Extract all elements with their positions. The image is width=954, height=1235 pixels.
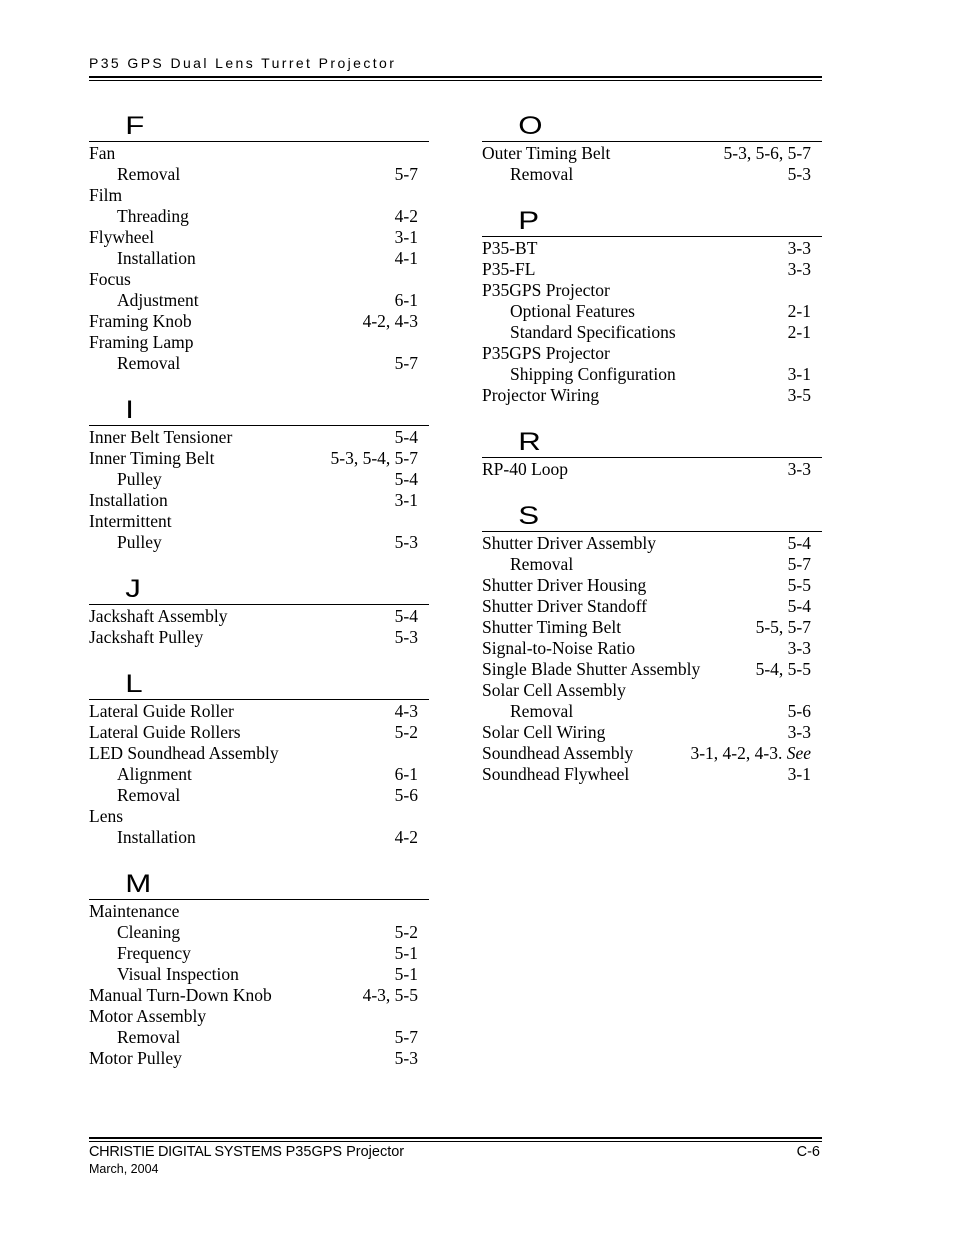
page-refs: 5-6 — [787, 701, 811, 721]
index-subentry — [89, 532, 429, 553]
footer-product: P35GPS Projector — [285, 1144, 405, 1160]
index-entry — [482, 459, 822, 480]
index-term: Pulley — [117, 532, 162, 552]
index-pages — [395, 964, 418, 985]
page-refs: 2-1 — [787, 322, 811, 342]
index-entry — [482, 764, 822, 785]
index-pages — [788, 701, 811, 722]
index-pages — [788, 322, 811, 343]
index-entry — [89, 269, 429, 290]
index-term: Outer Timing Belt — [482, 143, 611, 163]
page-number: C-6 — [796, 1144, 820, 1160]
index-subentry — [89, 764, 429, 785]
index-subentry — [89, 353, 429, 374]
page-refs: 5-3, 5-6, 5-7 — [723, 143, 811, 163]
section-letter: O — [518, 112, 543, 140]
footer-company: CHRISTIE DIGITAL SYSTEMS — [89, 1144, 282, 1160]
index-pages — [395, 922, 418, 943]
index-term: Optional Features — [510, 301, 635, 321]
index-term: Framing Knob — [89, 311, 192, 331]
index-term: LED Soundhead Assembly — [89, 743, 279, 763]
index-entry — [482, 343, 822, 364]
index-term: Standard Specifications — [510, 322, 676, 342]
index-pages — [788, 533, 811, 554]
index-entry — [89, 332, 429, 353]
index-pages — [788, 596, 811, 617]
index-entry — [89, 722, 429, 743]
page-refs: 5-4 — [394, 606, 418, 626]
index-term: Focus — [89, 269, 131, 289]
page-refs: 5-2 — [394, 922, 418, 942]
page-refs: 5-4 — [787, 596, 811, 616]
index-entry — [89, 185, 429, 206]
section-letter: P — [518, 207, 540, 235]
page-refs: 5-4 — [394, 427, 418, 447]
index-term: Cleaning — [117, 922, 181, 942]
page-refs: 3-1 — [787, 364, 811, 384]
index-term: Inner Belt Tensioner — [89, 427, 233, 447]
page-refs: 5-7 — [787, 554, 811, 574]
page-refs: 5-5 — [787, 575, 811, 595]
index-pages — [788, 764, 811, 785]
index-pages — [788, 575, 811, 596]
index-term: Removal — [510, 701, 574, 721]
index-term: Installation — [117, 827, 196, 847]
index-term: Jackshaft Pulley — [89, 627, 204, 647]
index-term: Removal — [510, 554, 574, 574]
index-pages — [395, 1048, 418, 1069]
section-letter: F — [125, 112, 145, 140]
index-term: Solar Cell Assembly — [482, 680, 626, 700]
section-letter: M — [125, 870, 152, 898]
index-term: Soundhead Flywheel — [482, 764, 630, 784]
index-entry — [482, 575, 822, 596]
index-term: Flywheel — [89, 227, 155, 247]
index-term: Jackshaft Assembly — [89, 606, 228, 626]
index-section — [89, 670, 429, 848]
index-term: Manual Turn-Down Knob — [89, 985, 272, 1005]
index-column-left — [89, 112, 429, 1091]
index-term: Framing Lamp — [89, 332, 194, 352]
page-refs: 5-3 — [394, 627, 418, 647]
page-refs: 2-1 — [787, 301, 811, 321]
index-term: Alignment — [117, 764, 192, 784]
page-refs: 3-3 — [787, 722, 811, 742]
index-term: Installation — [89, 490, 168, 510]
index-entry — [482, 280, 822, 301]
index-term: Removal — [117, 353, 181, 373]
index-entry — [89, 227, 429, 248]
page-refs: 4-2 — [394, 206, 418, 226]
index-subentry — [89, 469, 429, 490]
index-subentry — [89, 922, 429, 943]
index-subentry — [89, 248, 429, 269]
index-pages — [788, 722, 811, 743]
index-pages — [395, 532, 418, 553]
page-refs: 3-1 — [787, 764, 811, 784]
index-term: P35GPS Projector — [482, 343, 610, 363]
page-refs: 5-3 — [394, 1048, 418, 1068]
page-refs: 5-4, 5-5 — [755, 659, 811, 679]
section-letter: L — [125, 670, 143, 698]
index-entry — [89, 606, 429, 627]
index-section — [89, 396, 429, 553]
index-section — [482, 112, 822, 185]
page-refs: 3-3 — [787, 459, 811, 479]
footer-title — [89, 1144, 404, 1160]
index-pages — [395, 227, 418, 248]
page-refs: 5-1 — [394, 964, 418, 984]
index-subentry — [89, 164, 429, 185]
index-pages — [395, 627, 418, 648]
index-pages — [395, 785, 418, 806]
index-pages — [395, 606, 418, 627]
index-entry — [89, 511, 429, 532]
page-refs: 3-5 — [787, 385, 811, 405]
index-entry — [482, 659, 822, 680]
header-rule-thin — [89, 80, 822, 81]
index-pages — [395, 469, 418, 490]
section-rule — [482, 457, 822, 458]
page-refs: 4-3, 5-5 — [362, 985, 418, 1005]
index-pages — [788, 364, 811, 385]
index-pages — [395, 427, 418, 448]
header-rule — [89, 76, 822, 78]
index-entry — [482, 238, 822, 259]
page-refs: 4-2, 4-3 — [362, 311, 418, 331]
section-rule — [89, 699, 429, 700]
index-entry — [89, 627, 429, 648]
page-refs: 4-2 — [394, 827, 418, 847]
index-pages — [788, 164, 811, 185]
index-term: Motor Assembly — [89, 1006, 207, 1026]
index-pages — [395, 490, 418, 511]
index-term: Shutter Driver Assembly — [482, 533, 657, 553]
footer-date: March, 2004 — [89, 1162, 159, 1176]
index-term: Motor Pulley — [89, 1048, 182, 1068]
index-entry — [482, 617, 822, 638]
index-subentry — [89, 943, 429, 964]
index-pages — [756, 617, 811, 638]
index-entry — [89, 701, 429, 722]
page-refs: 5-2 — [394, 722, 418, 742]
index-entry — [89, 427, 429, 448]
index-term: Solar Cell Wiring — [482, 722, 606, 742]
page-refs: 3-1, 4-2, 4-3. — [690, 743, 783, 763]
footer-rule — [89, 1137, 822, 1139]
page-refs: 6-1 — [394, 764, 418, 784]
index-pages — [395, 722, 418, 743]
index-section — [482, 502, 822, 785]
index-subentry — [89, 785, 429, 806]
index-entry — [89, 311, 429, 332]
index-column-right — [482, 112, 822, 807]
section-rule — [482, 236, 822, 237]
index-term: Removal — [117, 1027, 181, 1047]
page-refs: 5-3 — [787, 164, 811, 184]
section-rule — [482, 141, 822, 142]
index-pages — [331, 448, 418, 469]
index-term: Shutter Timing Belt — [482, 617, 622, 637]
footer-rule-thin — [89, 1141, 822, 1142]
index-pages — [788, 301, 811, 322]
index-subentry — [89, 206, 429, 227]
section-rule — [482, 531, 822, 532]
page-refs: 3-3 — [787, 638, 811, 658]
section-letter: J — [125, 575, 141, 603]
index-pages — [788, 638, 811, 659]
section-rule — [89, 141, 429, 142]
page-refs: 5-7 — [394, 353, 418, 373]
index-subentry — [89, 827, 429, 848]
index-pages — [395, 353, 418, 374]
index-pages — [395, 827, 418, 848]
index-term: Adjustment — [117, 290, 199, 310]
index-entry — [89, 143, 429, 164]
running-header: P35 GPS Dual Lens Turret Projector — [89, 55, 397, 71]
index-term: Removal — [117, 785, 181, 805]
index-entry — [89, 490, 429, 511]
index-entry — [89, 1006, 429, 1027]
index-term: Film — [89, 185, 123, 205]
index-pages — [788, 259, 811, 280]
page-refs: 5-5, 5-7 — [755, 617, 811, 637]
index-subentry — [482, 322, 822, 343]
index-pages — [395, 764, 418, 785]
index-pages — [788, 238, 811, 259]
index-term: Soundhead Assembly — [482, 743, 634, 763]
page-refs: 3-3 — [787, 259, 811, 279]
index-term: Shutter Driver Standoff — [482, 596, 647, 616]
index-subentry — [482, 701, 822, 722]
index-subentry — [89, 290, 429, 311]
index-section — [89, 870, 429, 1069]
index-term: Removal — [117, 164, 181, 184]
index-entry — [89, 743, 429, 764]
index-term: P35-FL — [482, 259, 536, 279]
index-term: Projector Wiring — [482, 385, 600, 405]
index-term: Fan — [89, 143, 116, 163]
index-term: Pulley — [117, 469, 162, 489]
index-pages — [363, 985, 418, 1006]
index-pages — [395, 248, 418, 269]
page-refs: 5-3, 5-4, 5-7 — [330, 448, 418, 468]
page-refs: 3-1 — [394, 490, 418, 510]
section-rule — [89, 899, 429, 900]
index-section — [89, 112, 429, 374]
index-subentry — [482, 364, 822, 385]
index-term: P35GPS Projector — [482, 280, 610, 300]
index-subentry — [482, 301, 822, 322]
index-term: P35-BT — [482, 238, 538, 258]
index-pages — [395, 1027, 418, 1048]
index-pages — [690, 743, 811, 764]
index-term: Inner Timing Belt — [89, 448, 215, 468]
section-letter: I — [125, 396, 134, 424]
index-pages — [395, 164, 418, 185]
index-pages — [395, 701, 418, 722]
index-entry — [482, 143, 822, 164]
index-pages — [363, 311, 418, 332]
section-letter: S — [518, 502, 540, 530]
index-pages — [395, 290, 418, 311]
page-refs: 4-3 — [394, 701, 418, 721]
index-term: Installation — [117, 248, 196, 268]
index-subentry — [89, 1027, 429, 1048]
index-entry — [482, 680, 822, 701]
page-refs: 5-3 — [394, 532, 418, 552]
index-term: Signal-to-Noise Ratio — [482, 638, 636, 658]
index-section — [482, 207, 822, 406]
index-entry — [89, 1048, 429, 1069]
index-entry — [482, 638, 822, 659]
index-entry — [89, 448, 429, 469]
index-pages — [756, 659, 811, 680]
index-entry — [89, 985, 429, 1006]
index-entry — [482, 722, 822, 743]
page-refs: 5-4 — [394, 469, 418, 489]
index-section — [89, 575, 429, 648]
index-term: Shutter Driver Housing — [482, 575, 647, 595]
index-term: Lateral Guide Rollers — [89, 722, 241, 742]
index-pages — [395, 206, 418, 227]
index-entry — [482, 596, 822, 617]
page-refs: 5-7 — [394, 164, 418, 184]
index-term: Frequency — [117, 943, 191, 963]
section-rule — [89, 425, 429, 426]
section-rule — [89, 604, 429, 605]
index-section — [482, 428, 822, 480]
page-refs: 5-7 — [394, 1027, 418, 1047]
index-term: RP-40 Loop — [482, 459, 569, 479]
index-pages — [788, 459, 811, 480]
index-entry — [89, 901, 429, 922]
index-entry — [482, 533, 822, 554]
index-term: Lateral Guide Roller — [89, 701, 234, 721]
index-term: Shipping Configuration — [510, 364, 676, 384]
index-term: Maintenance — [89, 901, 180, 921]
index-term: Threading — [117, 206, 189, 226]
see-reference: See — [786, 743, 811, 763]
index-pages — [395, 943, 418, 964]
page-refs: 4-1 — [394, 248, 418, 268]
page-refs: 3-1 — [394, 227, 418, 247]
index-subentry — [482, 164, 822, 185]
index-term: Single Blade Shutter Assembly — [482, 659, 701, 679]
index-term: Visual Inspection — [117, 964, 239, 984]
index-term: Lens — [89, 806, 124, 826]
index-pages — [788, 554, 811, 575]
index-entry — [482, 385, 822, 406]
index-term: Removal — [510, 164, 574, 184]
page-refs: 3-3 — [787, 238, 811, 258]
page-refs: 6-1 — [394, 290, 418, 310]
index-subentry — [482, 554, 822, 575]
page-refs: 5-6 — [394, 785, 418, 805]
index-term: Intermittent — [89, 511, 172, 531]
index-pages — [724, 143, 811, 164]
page-refs: 5-4 — [787, 533, 811, 553]
index-entry — [482, 743, 822, 764]
index-entry — [482, 259, 822, 280]
index-subentry — [89, 964, 429, 985]
index-pages — [788, 385, 811, 406]
index-entry — [89, 806, 429, 827]
page-refs: 5-1 — [394, 943, 418, 963]
section-letter: R — [518, 428, 541, 456]
